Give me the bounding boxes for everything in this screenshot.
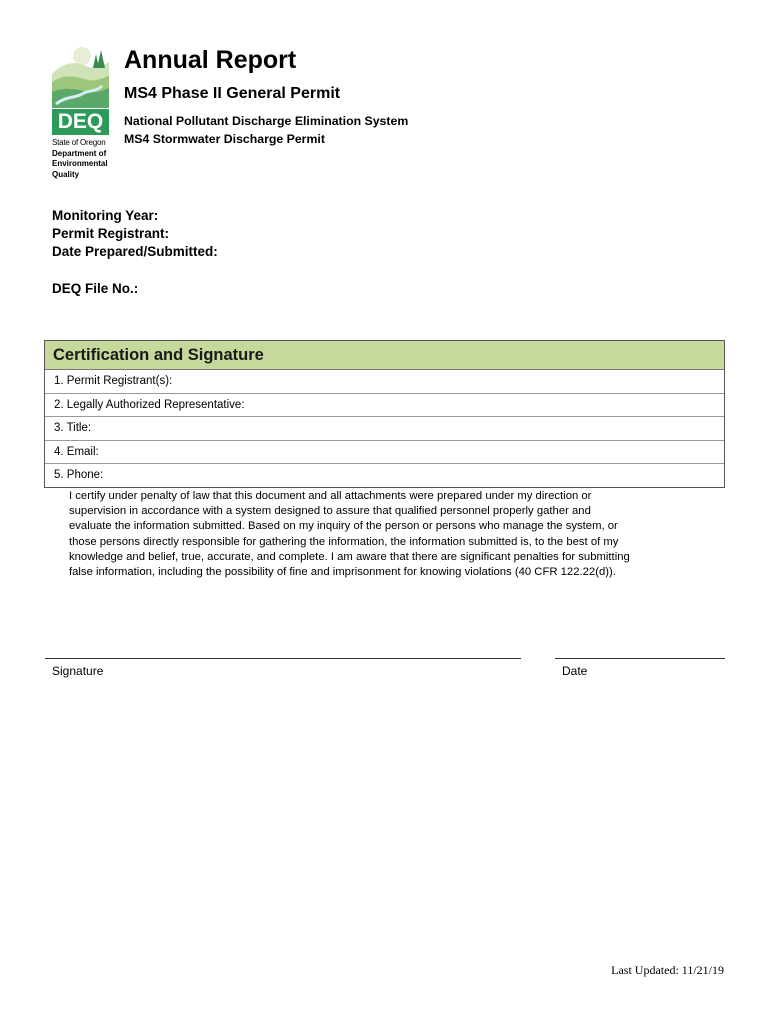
page-subtitle: MS4 Phase II General Permit (124, 85, 341, 102)
email-row[interactable]: 4. Email: (45, 441, 724, 465)
last-updated: Last Updated: 11/21/19 (611, 963, 724, 977)
authorized-representative-row[interactable]: 2. Legally Authorized Representative: (45, 394, 724, 418)
statement-line: supervision in accordance with a system designed to assure that qualified personnel properly gather and (69, 505, 591, 518)
date-label: Date (562, 664, 588, 678)
date-prepared-label: Date Prepared/Submitted: (52, 244, 218, 259)
statement-line: those persons directly responsible for gathering the information, the information submitted is, to the best of my (69, 535, 619, 548)
certification-statement (69, 489, 709, 580)
monitoring-year-label: Monitoring Year: (52, 208, 159, 223)
statement-line: evaluate the information submitted. Based on my inquiry of the person or persons who manage the system, or (69, 520, 618, 533)
certification-heading: Certification and Signature (45, 341, 724, 370)
date-line[interactable] (555, 658, 725, 659)
header-line-1: National Pollutant Discharge Elimination System (124, 114, 409, 128)
statement-line: false information, including the possibility of fine and imprisonment for knowing violations (40 CFR 122.22(d)). (69, 566, 616, 579)
statement-line: knowledge and belief, true, accurate, and complete. I am aware that there are significant penalties for submitting (69, 550, 630, 563)
logo-dept-line-3: Quality (52, 169, 80, 179)
signature-label: Signature (52, 664, 104, 678)
logo-caption (52, 138, 112, 180)
permit-registrants-row[interactable]: 1. Permit Registrant(s): (45, 370, 724, 394)
permit-registrant-label: Permit Registrant: (52, 226, 170, 241)
landscape-logo-icon (52, 46, 109, 108)
page-title: Annual Report (124, 46, 297, 74)
deq-file-no-label: DEQ File No.: (52, 281, 139, 296)
header-line-2: MS4 Stormwater Discharge Permit (124, 132, 325, 146)
deq-abbr: DEQ (52, 109, 109, 135)
phone-row[interactable]: 5. Phone: (54, 469, 104, 481)
logo-dept-line-2: Environmental (52, 159, 108, 168)
title-row[interactable]: 3. Title: (45, 417, 724, 441)
logo-dept-line-1: Department of (52, 148, 107, 158)
deq-logo (52, 46, 112, 180)
logo-state: State of Oregon (52, 138, 106, 147)
signature-line[interactable] (45, 658, 521, 659)
statement-line: I certify under penalty of law that this document and all attachments were prepared under my direction or (69, 490, 592, 502)
certification-table (44, 340, 725, 488)
